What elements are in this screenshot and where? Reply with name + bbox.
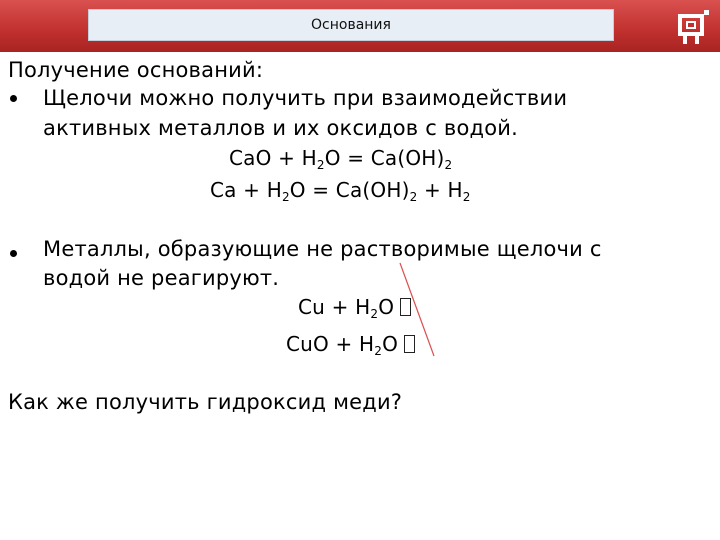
missing-glyph-box-icon [404, 335, 415, 353]
equation-cao-water [229, 144, 452, 172]
eq2-part-b: O = Ca(OH) [289, 178, 410, 202]
slide-content [0, 52, 720, 540]
eq3-part-a: Cu + H [298, 295, 371, 319]
eq4-sub-a: 2 [374, 344, 383, 358]
bullet2-line2: водой не реагируют. [43, 266, 280, 290]
eq4-part-b: O [382, 332, 399, 356]
eq3-part-b: O [378, 295, 395, 319]
eq2-sub-c: 2 [462, 190, 471, 204]
bullet-marker-2 [10, 250, 17, 257]
eq1-part-a: CaO + H [229, 146, 317, 170]
eq2-part-a: Ca + H [210, 178, 282, 202]
eq1-sub-b: 2 [444, 158, 453, 172]
equation-cuo-water [286, 330, 415, 358]
eq2-sub-b: 2 [409, 190, 418, 204]
bullet2-line1: Металлы, образующие не растворимые щелочи с [43, 237, 602, 261]
equation-ca-water [210, 176, 471, 204]
header-bar [0, 0, 720, 52]
pixel-robot-logo-icon [672, 8, 712, 48]
eq3-sub-a: 2 [370, 307, 379, 321]
slide-title: Основания [311, 17, 391, 33]
slide-title-box [88, 9, 614, 41]
question-text: Как же получить гидроксид меди? [8, 390, 403, 414]
bullet-marker-1 [10, 95, 17, 102]
content-heading: Получение оснований: [8, 58, 264, 82]
bullet1-line1: Щелочи можно получить при взаимодействии [43, 86, 568, 110]
eq2-sub-a: 2 [281, 190, 290, 204]
bullet1-line2: активных металлов и их оксидов с водой. [43, 116, 518, 140]
eq2-part-c: + H [417, 178, 463, 202]
eq4-part-a: CuO + H [286, 332, 375, 356]
equation-cu-water [298, 293, 411, 321]
eq1-sub-a: 2 [316, 158, 325, 172]
missing-glyph-box-icon [400, 298, 411, 316]
eq1-part-b: O = Ca(OH) [324, 146, 445, 170]
